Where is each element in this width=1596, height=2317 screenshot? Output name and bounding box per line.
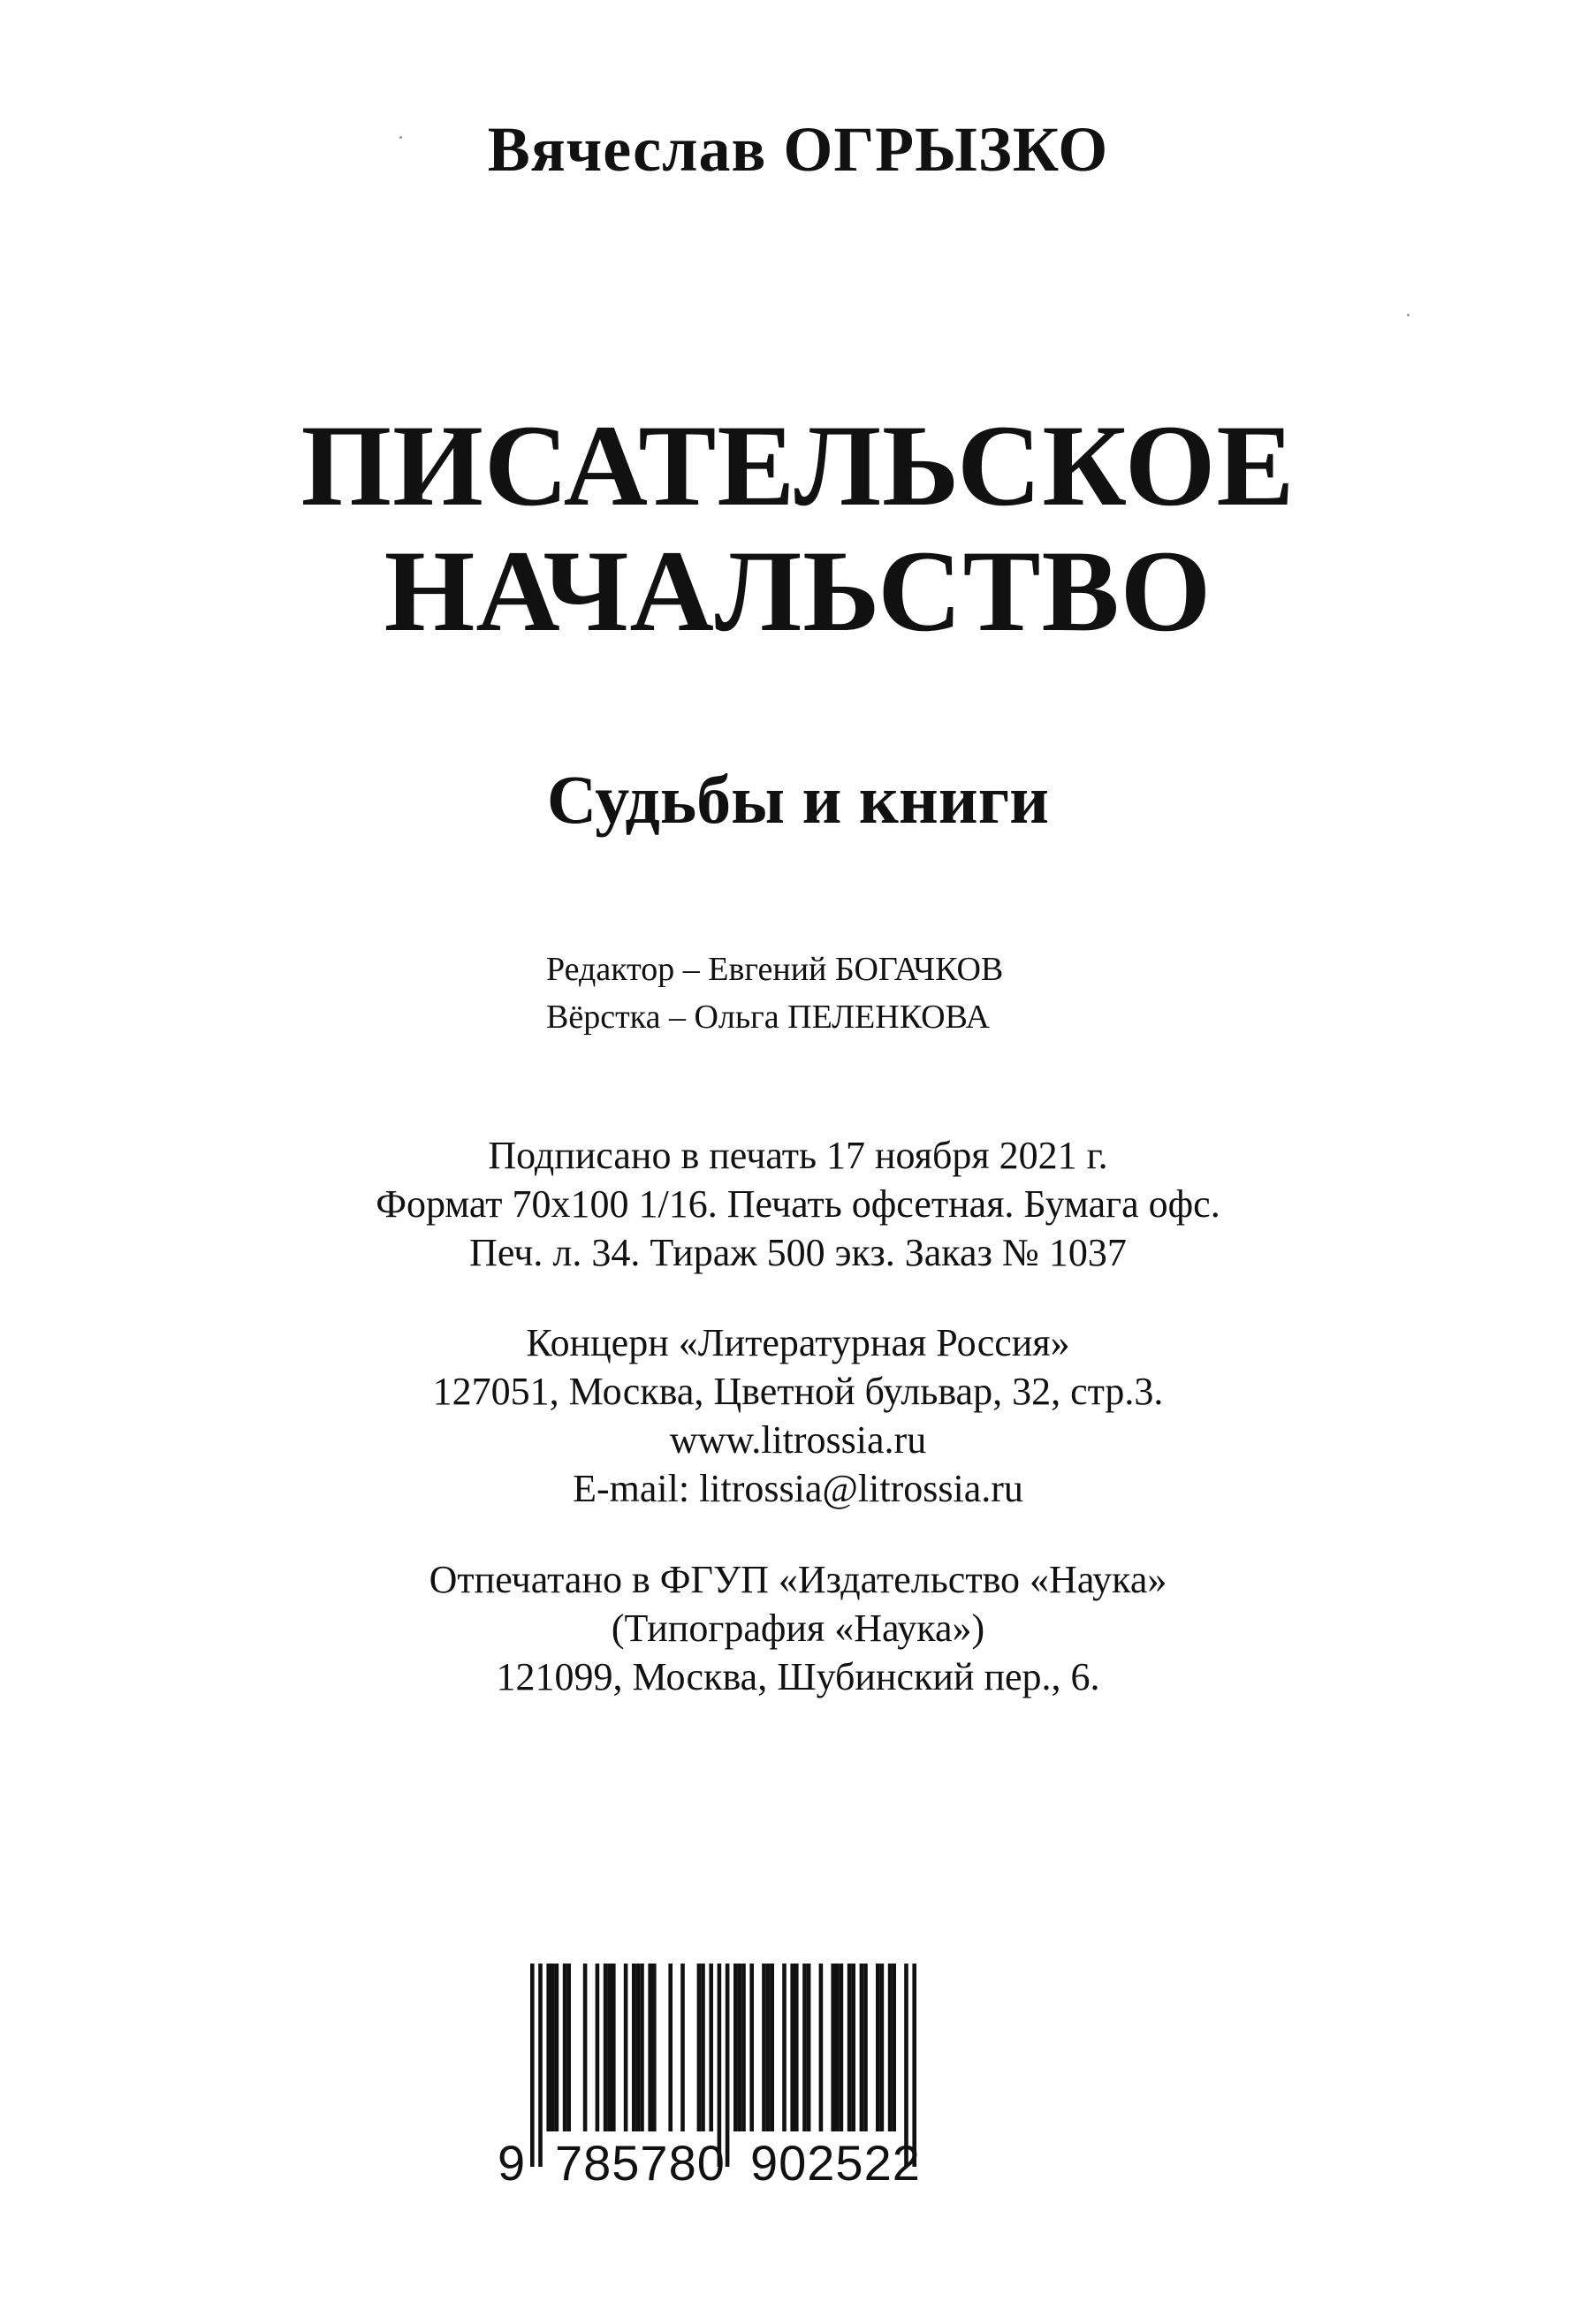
credit-layout: Вёрстка – Ольга ПЕЛЕНКОВА bbox=[546, 999, 990, 1036]
scan-speck bbox=[1407, 314, 1410, 316]
barcode-bar bbox=[876, 1964, 880, 2131]
book-subtitle: Судьбы и книги bbox=[546, 761, 1050, 838]
barcode-guard-bar bbox=[530, 1964, 535, 2167]
publisher-name: Концерн «Литературная Россия» bbox=[526, 1321, 1070, 1364]
printer-line: (Типография «Наука») bbox=[611, 1607, 985, 1650]
barcode-bar bbox=[640, 1964, 644, 2131]
barcode-bar bbox=[782, 1964, 787, 2131]
barcode-bar bbox=[596, 1964, 600, 2131]
barcode-bar bbox=[851, 1964, 855, 2131]
barcode-bar bbox=[632, 1964, 636, 2131]
barcode-bar bbox=[790, 1964, 794, 2131]
barcode-bar bbox=[612, 1964, 616, 2131]
barcode-bar bbox=[668, 1964, 673, 2131]
barcode-bar bbox=[749, 1964, 754, 2131]
barcode-bar bbox=[624, 1964, 628, 2131]
print-info bbox=[0, 1131, 1596, 1277]
barcode-bar bbox=[888, 1964, 893, 2131]
credit-editor: Редактор – Евгений БОГАЧКОВ bbox=[546, 951, 1004, 988]
barcode-bar bbox=[847, 1964, 852, 2131]
barcode-bar bbox=[863, 1964, 868, 2131]
barcode-bar bbox=[709, 1964, 713, 2131]
barcode-bar bbox=[636, 1964, 641, 2131]
barcode-bar bbox=[546, 1964, 551, 2131]
printer-line: 121099, Москва, Шубинский пер., 6. bbox=[496, 1655, 1100, 1698]
print-info-line: Подписано в печать 17 ноября 2021 г. bbox=[488, 1134, 1108, 1177]
publisher-email: E-mail: litrossia@litrossia.ru bbox=[573, 1467, 1023, 1510]
print-info-line: Печ. л. 34. Тираж 500 экз. Заказ № 1037 bbox=[469, 1231, 1127, 1274]
barcode-guard-bar bbox=[538, 1964, 543, 2167]
printer-info bbox=[0, 1555, 1596, 1701]
barcode-bar bbox=[880, 1964, 885, 2131]
barcode-bar bbox=[701, 1964, 705, 2131]
barcode-bar bbox=[551, 1964, 555, 2131]
barcode-bar bbox=[762, 1964, 766, 2131]
barcode-first-digit: 9 bbox=[498, 2135, 526, 2191]
barcode-bar bbox=[766, 1964, 771, 2131]
barcode-guard-bar bbox=[726, 1964, 730, 2167]
barcode-bar bbox=[835, 1964, 840, 2131]
barcode-left-digits: 785780 bbox=[555, 2135, 726, 2191]
barcode-bar bbox=[807, 1964, 811, 2131]
barcode-bar bbox=[831, 1964, 835, 2131]
print-info-line: Формат 70х100 1/16. Печать офсетная. Бумага офс. bbox=[376, 1182, 1220, 1226]
barcode-bar bbox=[607, 1964, 612, 2131]
book-title-line-1: ПИСАТЕЛЬСКОЕ bbox=[300, 400, 1296, 530]
barcode-bar bbox=[604, 1964, 608, 2131]
barcode-bar bbox=[802, 1964, 807, 2131]
barcode-bar bbox=[563, 1964, 567, 2131]
barcode-bar bbox=[840, 1964, 844, 2131]
barcode-bar bbox=[741, 1964, 746, 2131]
barcode-bar bbox=[819, 1964, 824, 2131]
barcode-bar bbox=[555, 1964, 559, 2131]
barcode-bar bbox=[794, 1964, 799, 2131]
barcode-bar bbox=[680, 1964, 685, 2131]
printer-line: Отпечатано в ФГУП «Издательство «Наука» bbox=[429, 1558, 1167, 1601]
publisher-website: www.litrossia.ru bbox=[669, 1418, 927, 1462]
barcode-bar bbox=[770, 1964, 774, 2131]
book-title bbox=[0, 400, 1596, 656]
barcode-bar bbox=[652, 1964, 657, 2131]
author-last-name: ОГРЫЗКО bbox=[783, 114, 1109, 185]
barcode-bar bbox=[733, 1964, 738, 2131]
barcode-bar bbox=[892, 1964, 896, 2131]
barcode-bar bbox=[566, 1964, 571, 2131]
publisher-info bbox=[0, 1318, 1596, 1513]
publisher-address: 127051, Москва, Цветной бульвар, 32, стр.3. bbox=[432, 1370, 1164, 1413]
author-name bbox=[0, 113, 1596, 186]
author-first-name: Вячеслав bbox=[487, 114, 767, 185]
credits bbox=[546, 946, 1003, 1041]
barcode-bar bbox=[738, 1964, 742, 2131]
barcode-bar bbox=[648, 1964, 652, 2131]
barcode-bar bbox=[583, 1964, 588, 2131]
barcode-bar bbox=[697, 1964, 702, 2131]
barcode-right-digits: 902522 bbox=[750, 2135, 921, 2191]
barcode-bar bbox=[860, 1964, 864, 2131]
book-title-line-2: НАЧАЛЬСТВО bbox=[384, 526, 1212, 656]
